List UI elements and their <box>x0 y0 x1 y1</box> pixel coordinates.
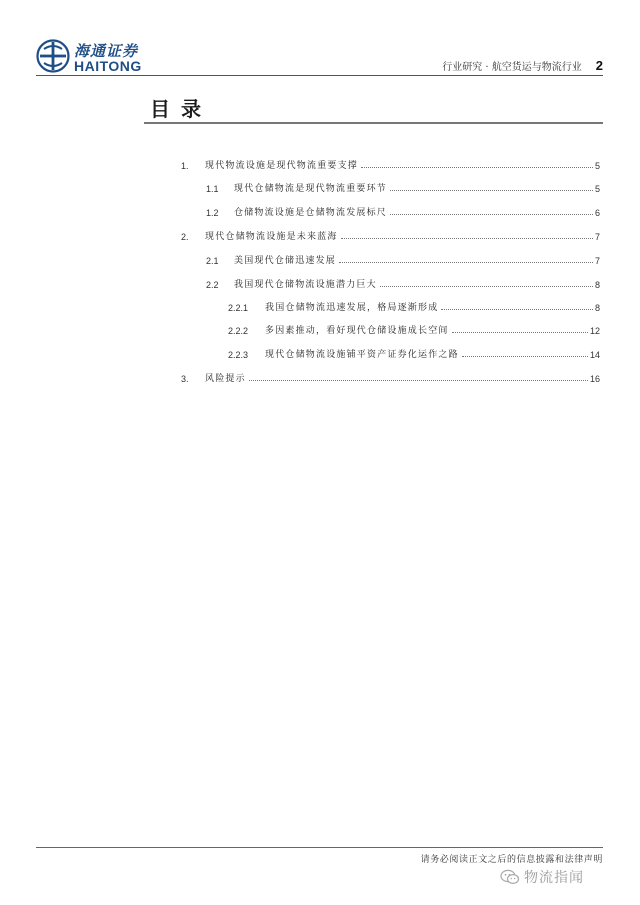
header-meta <box>442 58 603 73</box>
toc-entry-number: 2.2.2 <box>228 326 249 336</box>
toc-entry-text: 我国现代仓储物流设施潜力巨大 <box>234 280 377 290</box>
toc-entry[interactable] <box>228 322 600 336</box>
toc-dot-leader <box>339 262 593 263</box>
toc-entry[interactable] <box>228 299 600 313</box>
toc-dot-leader <box>452 332 588 333</box>
header-divider <box>36 75 603 76</box>
toc-entry-text: 现代仓储物流是现代物流重要环节 <box>234 184 388 194</box>
toc-entry[interactable] <box>206 204 600 218</box>
toc-dot-leader <box>390 214 593 215</box>
toc-dot-leader <box>249 380 588 381</box>
wechat-icon <box>500 869 520 885</box>
haitong-logo <box>36 39 146 73</box>
toc-entry-number: 2.2.3 <box>228 350 249 360</box>
title-divider <box>144 122 603 124</box>
footer-divider <box>36 847 603 848</box>
toc-entry-text: 风险提示 <box>205 374 246 384</box>
toc-entry-page: 6 <box>594 208 600 218</box>
toc-entry-number: 2.2 <box>206 280 219 290</box>
toc-entry-page: 8 <box>594 303 600 313</box>
toc-entry-page: 7 <box>594 256 600 266</box>
logo-chinese-name: 海通证券 <box>74 42 139 60</box>
toc-entry-text: 仓储物流设施是仓储物流发展标尺 <box>234 208 388 218</box>
toc-entry-text: 美国现代仓储迅速发展 <box>234 256 337 266</box>
toc-title: 目录 <box>150 97 212 121</box>
toc-entry-text: 现代仓储物流设施是未来蓝海 <box>205 232 338 242</box>
toc-entry-number: 1.2 <box>206 208 219 218</box>
haitong-emblem-icon <box>36 39 70 73</box>
toc-entry-number: 2. <box>181 232 189 242</box>
toc-entry-page: 5 <box>594 184 600 194</box>
watermark-text: 物流指闻 <box>524 870 584 886</box>
toc-entry-number: 3. <box>181 374 189 384</box>
disclaimer-note: 请务必阅读正文之后的信息披露和法律声明 <box>420 855 603 865</box>
logo-english-name: HAITONG <box>74 58 142 74</box>
toc-entry-number: 2.1 <box>206 256 219 266</box>
toc-entry-page: 8 <box>594 280 600 290</box>
toc-entry[interactable] <box>181 228 600 242</box>
toc-entry-page: 7 <box>594 232 600 242</box>
toc-entry-number: 1.1 <box>206 184 219 194</box>
toc-entry[interactable] <box>206 252 600 266</box>
toc-dot-leader <box>380 286 593 287</box>
toc-dot-leader <box>462 356 588 357</box>
toc-entry-page: 16 <box>589 374 600 384</box>
toc-entry-text: 现代仓储物流设施铺平资产证券化运作之路 <box>265 350 459 360</box>
toc-dot-leader <box>341 238 593 239</box>
page-number: 2 <box>595 58 603 73</box>
toc-entry-text: 我国仓储物流迅速发展，格局逐渐形成 <box>265 303 439 313</box>
toc-entry-text: 多因素推动，看好现代仓储设施成长空间 <box>265 326 449 336</box>
toc-entry[interactable] <box>181 157 600 171</box>
toc-entry-number: 2.2.1 <box>228 303 249 313</box>
toc-entry-page: 12 <box>589 326 600 336</box>
toc-entry[interactable] <box>206 180 600 194</box>
toc-entry[interactable] <box>228 346 600 360</box>
toc-entry[interactable] <box>206 276 600 290</box>
toc-dot-leader <box>441 309 593 310</box>
report-category: 行业研究 · 航空货运与物流行业 <box>442 62 582 73</box>
wechat-watermark <box>500 867 584 887</box>
toc-entry-number: 1. <box>181 161 189 171</box>
toc-entry[interactable] <box>181 370 600 384</box>
toc-dot-leader <box>361 167 593 168</box>
toc-dot-leader <box>390 190 593 191</box>
toc-entry-page: 14 <box>589 350 600 360</box>
toc-entry-text: 现代物流设施是现代物流重要支撑 <box>205 161 359 171</box>
toc-entry-page: 5 <box>594 161 600 171</box>
